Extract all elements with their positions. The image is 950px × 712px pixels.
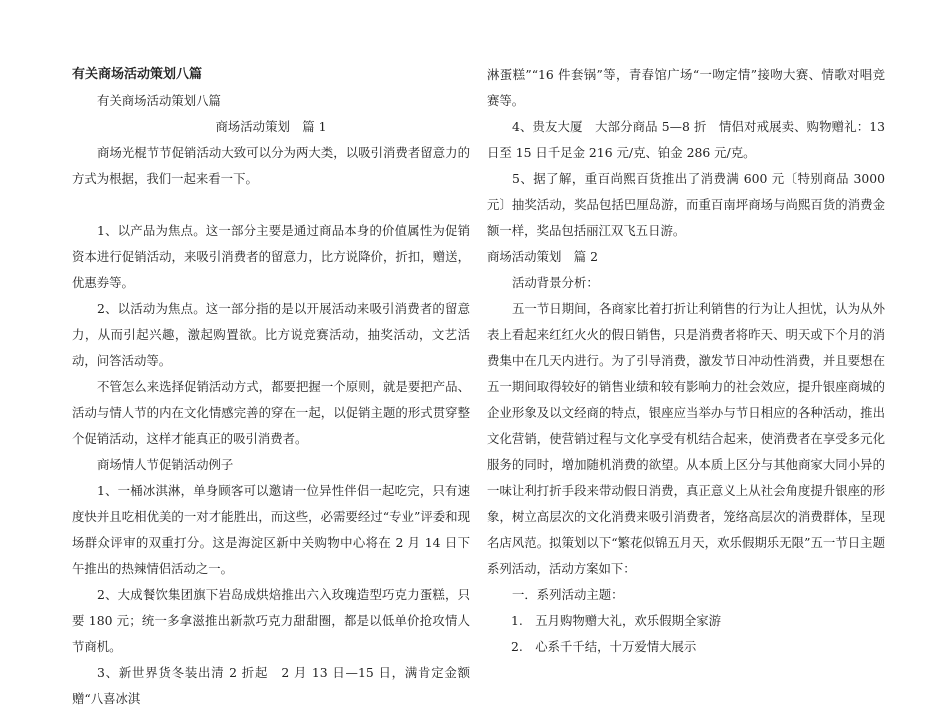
principle-paragraph: 不管怎么来选择促销活动方式，都要把握一个原则，就是要把产品、活动与情人节的内在文化情感完善的穿在一起，以促销主题的形式贯穿整个促销活动，这样才能真正的吸引消费者。 xyxy=(72,379,470,446)
document-subtitle: 有关商场活动策划八篇 xyxy=(97,93,221,108)
example-3-paragraph-continued: 淋蛋糕”“16 件套锅”等，青春馆广场“一吻定情”接吻大赛、情歌对唱竞赛等。 xyxy=(487,67,885,108)
left-column xyxy=(72,62,470,712)
example-5-paragraph: 5、据了解，重百尚熙百货推出了消费满 600 元〔特别商品 3000 元〕抽奖活动，奖品包括巴厘岛游，而重百南坪商场与尚熙百货的消费金额一样，奖品包括丽江双飞五日游。 xyxy=(487,171,885,238)
example-4-paragraph: 4、贵友大厦 大部分商品 5—8 折 情侣对戒展卖、购物赠礼：13 日至 15 日千足金 216 元/克、铂金 286 元/克。 xyxy=(487,119,885,160)
example-2-paragraph: 2、大成餐饮集团旗下岩岛成烘焙推出六入玫瑰造型巧克力蛋糕，只要 180 元；统一多拿滋推出新款巧克力甜甜圈，都是以低单价抢攻情人节商机。 xyxy=(72,587,470,654)
theme-2-item: 2. 心系千千结，十万爱情大展示 xyxy=(511,639,697,654)
section-2-heading: 商场活动策划 篇 2 xyxy=(487,249,598,264)
point-2-paragraph: 2、以活动为焦点。这一部分指的是以开展活动来吸引消费者的留意力，从而引起兴趣，激起购置欲。比方说竞赛活动，抽奖活动，文艺活动，问答活动等。 xyxy=(72,301,470,368)
right-column xyxy=(487,62,885,660)
theme-1-item: 1. 五月购物赠大礼，欢乐假期全家游 xyxy=(511,613,722,628)
example-3-paragraph-start: 3、新世界货冬装出清 2 折起 2 月 13 日—15 日，满肯定金额赠“八喜冰淇 xyxy=(72,665,470,706)
examples-heading: 商场情人节促销活动例子 xyxy=(97,457,234,472)
section-1-heading: 商场活动策划 篇 1 xyxy=(215,119,327,134)
example-1-paragraph: 1、一桶冰淇淋，单身顾客可以邀请一位异性伴侣一起吃完，只有速度快并且吃相优美的一对才能胜出，而这些，必需要经过“专业”评委和现场群众评审的双重打分。这是海淀区新中关购物中心将在 2 月 14 日下午推出的热辣情侣活动之一。 xyxy=(72,483,470,576)
themes-heading: 一．系列活动主题： xyxy=(512,587,624,602)
background-heading: 活动背景分析： xyxy=(512,275,599,290)
blank-line xyxy=(72,192,470,218)
background-paragraph: 五一节日期间，各商家比着打折让利销售的行为让人担忧，认为从外表上看起来红红火火的假日销售，只是消费者将昨天、明天或下个月的消费集中在几天内进行。为了引导消费，激发节日冲动性消费，并且要想在五一期间取得较好的销售业绩和较有影响力的社会效应，提升银座商城的企业形象及以文经商的特点，银座应当举办与节日相应的各种活动，推出文化营销，使营销过程与文化享受有机结合起来，使消费者在享受多元化服务的同时，增加随机消费的欲望。从本质上区分与其他商家大同小异的一味让利打折手段来带动假日消费，真正意义上从社会角度提升银座的形象，树立高层次的文化消费来吸引消费者，笼络高层次的消费群体，呈现名店风范。拟策划以下“繁花似锦五月天，欢乐假期乐无限”五一节日主题系列活动，活动方案如下： xyxy=(487,301,885,576)
intro-paragraph: 商场光棍节节促销活动大致可以分为两大类，以吸引消费者留意力的方式为根据，我们一起来看一下。 xyxy=(72,145,470,186)
document-title: 有关商场活动策划八篇 xyxy=(72,67,203,82)
point-1-paragraph: 1、以产品为焦点。这一部分主要是通过商品本身的价值属性为促销资本进行促销活动，来吸引消费者的留意力，比方说降价，折扣，赠送，优惠券等。 xyxy=(72,223,470,290)
